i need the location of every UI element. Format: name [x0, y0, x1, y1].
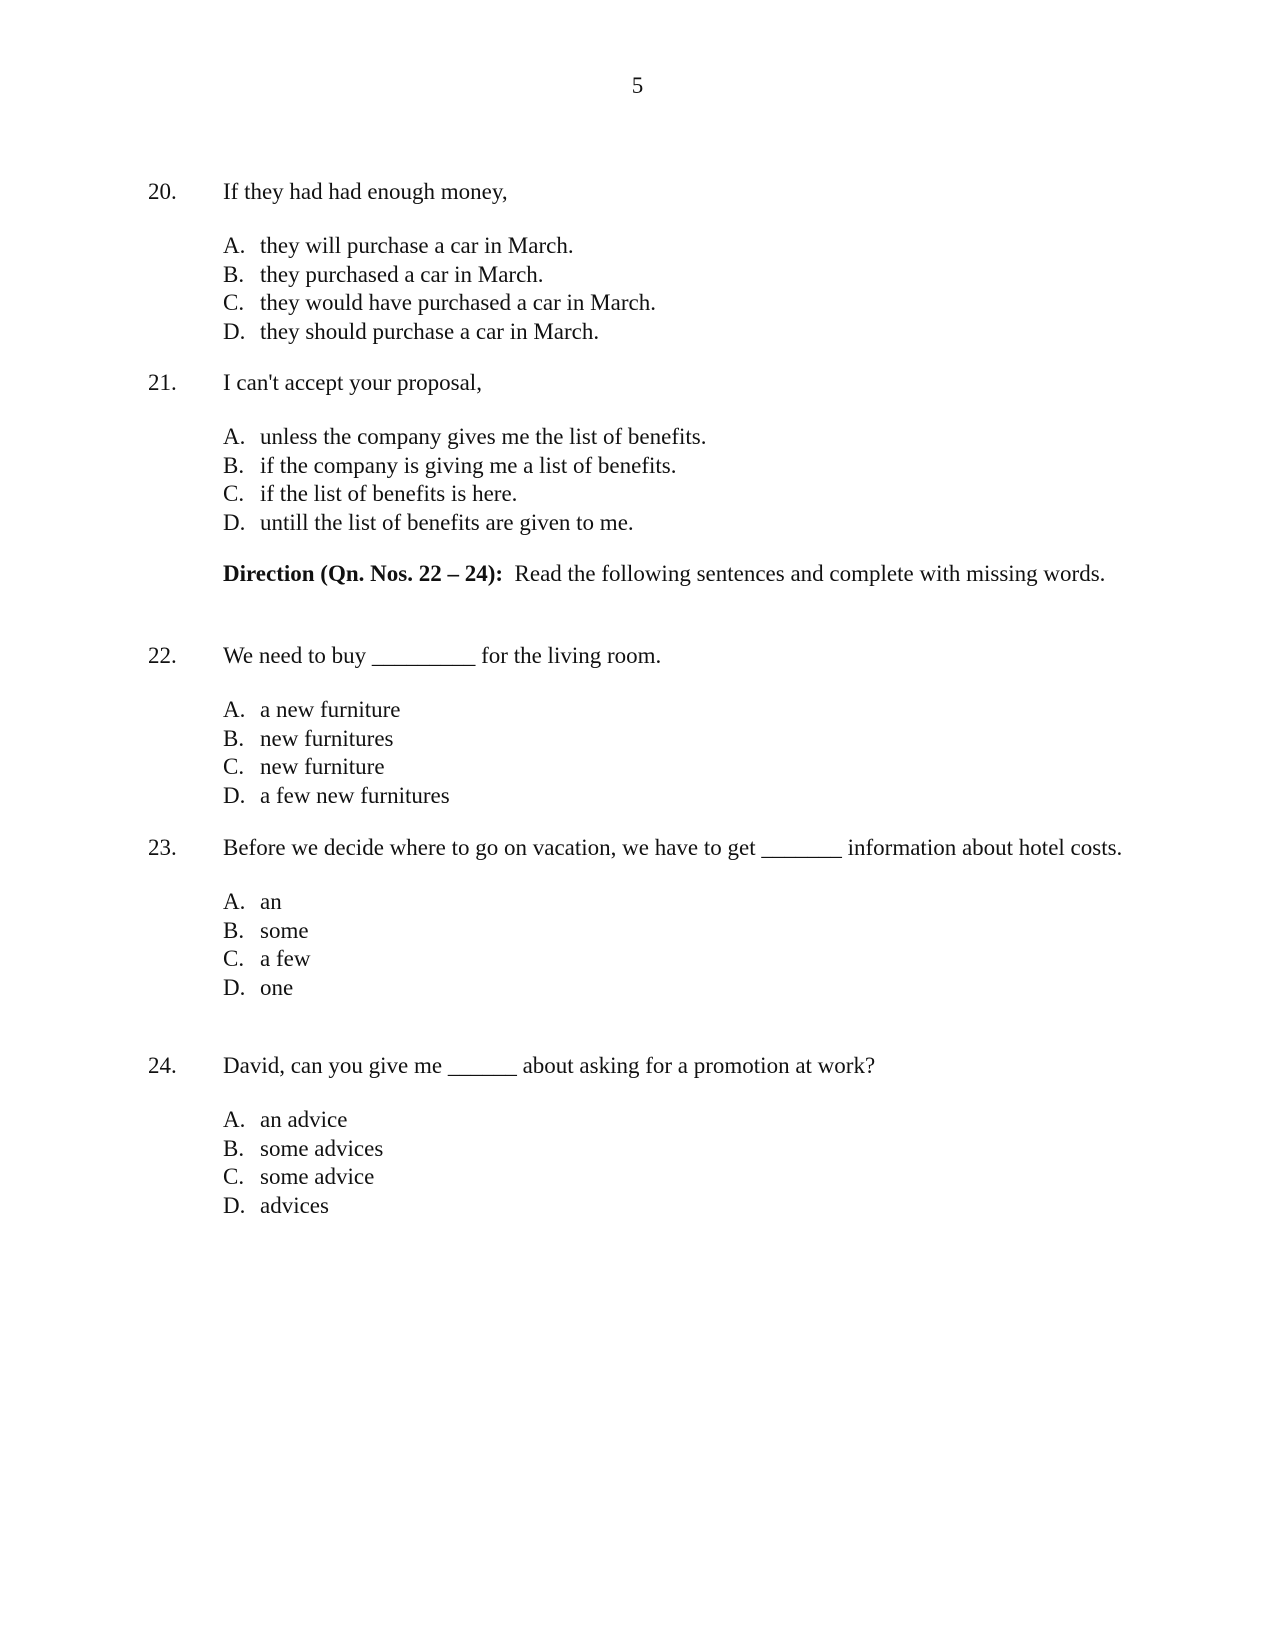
question-number: 22.: [148, 643, 177, 668]
option-d: D. one: [223, 974, 294, 1000]
question-number: 21.: [148, 370, 177, 395]
option-b: B. if the company is giving me a list of benefits.: [223, 452, 677, 478]
question-stem: David, can you give me ______ about asking for a promotion at work?: [223, 1053, 876, 1078]
question-23: [148, 834, 1128, 1002]
option-list: [223, 232, 1128, 346]
option-a: A. an: [223, 889, 282, 914]
option-d: D. a few new furnitures: [223, 782, 450, 808]
option-a: A. they will purchase a car in March.: [223, 233, 574, 258]
option-c: C. a few: [223, 946, 311, 971]
page-number: 5: [631, 73, 644, 98]
question-stem: If they had had enough money,: [223, 179, 508, 204]
option-a: A. an advice: [223, 1107, 348, 1132]
option-list: [223, 696, 1128, 810]
question-number: 24.: [148, 1053, 177, 1078]
option-a: A. a new furniture: [223, 697, 401, 722]
question-stem: I can't accept your proposal,: [223, 370, 482, 395]
question-21: [148, 369, 1128, 537]
question-stem: We need to buy _________ for the living room.: [223, 643, 662, 668]
option-list: [223, 888, 1128, 1002]
option-b: B. they purchased a car in March.: [223, 261, 544, 287]
option-c: C. they would have purchased a car in March.: [223, 290, 656, 315]
option-a: A. unless the company gives me the list of benefits.: [223, 424, 707, 449]
option-d: D. advices: [223, 1192, 329, 1218]
question-number: 23.: [148, 835, 177, 860]
question-number: 20.: [148, 179, 177, 204]
option-c: C. if the list of benefits is here.: [223, 481, 518, 506]
option-list: [223, 1106, 1128, 1220]
option-d: D. untill the list of benefits are given to me.: [223, 509, 634, 535]
option-b: B. new furnitures: [223, 725, 394, 751]
question-20: [148, 178, 1128, 346]
question-24: [148, 1052, 1128, 1220]
question-stem: Before we decide where to go on vacation, we have to get _______ information about hotel costs.: [223, 835, 1123, 860]
option-c: C. new furniture: [223, 754, 385, 779]
option-b: B. some advices: [223, 1135, 384, 1161]
direction-text: Read the following sentences and complete with missing words.: [514, 561, 1106, 586]
option-b: B. some: [223, 917, 309, 943]
option-list: [223, 423, 1128, 537]
option-c: C. some advice: [223, 1164, 375, 1189]
option-d: D. they should purchase a car in March.: [223, 318, 600, 344]
direction-instructions: [223, 560, 1128, 588]
direction-label: Direction (Qn. Nos. 22 – 24):: [223, 561, 504, 586]
question-22: [148, 642, 1128, 810]
